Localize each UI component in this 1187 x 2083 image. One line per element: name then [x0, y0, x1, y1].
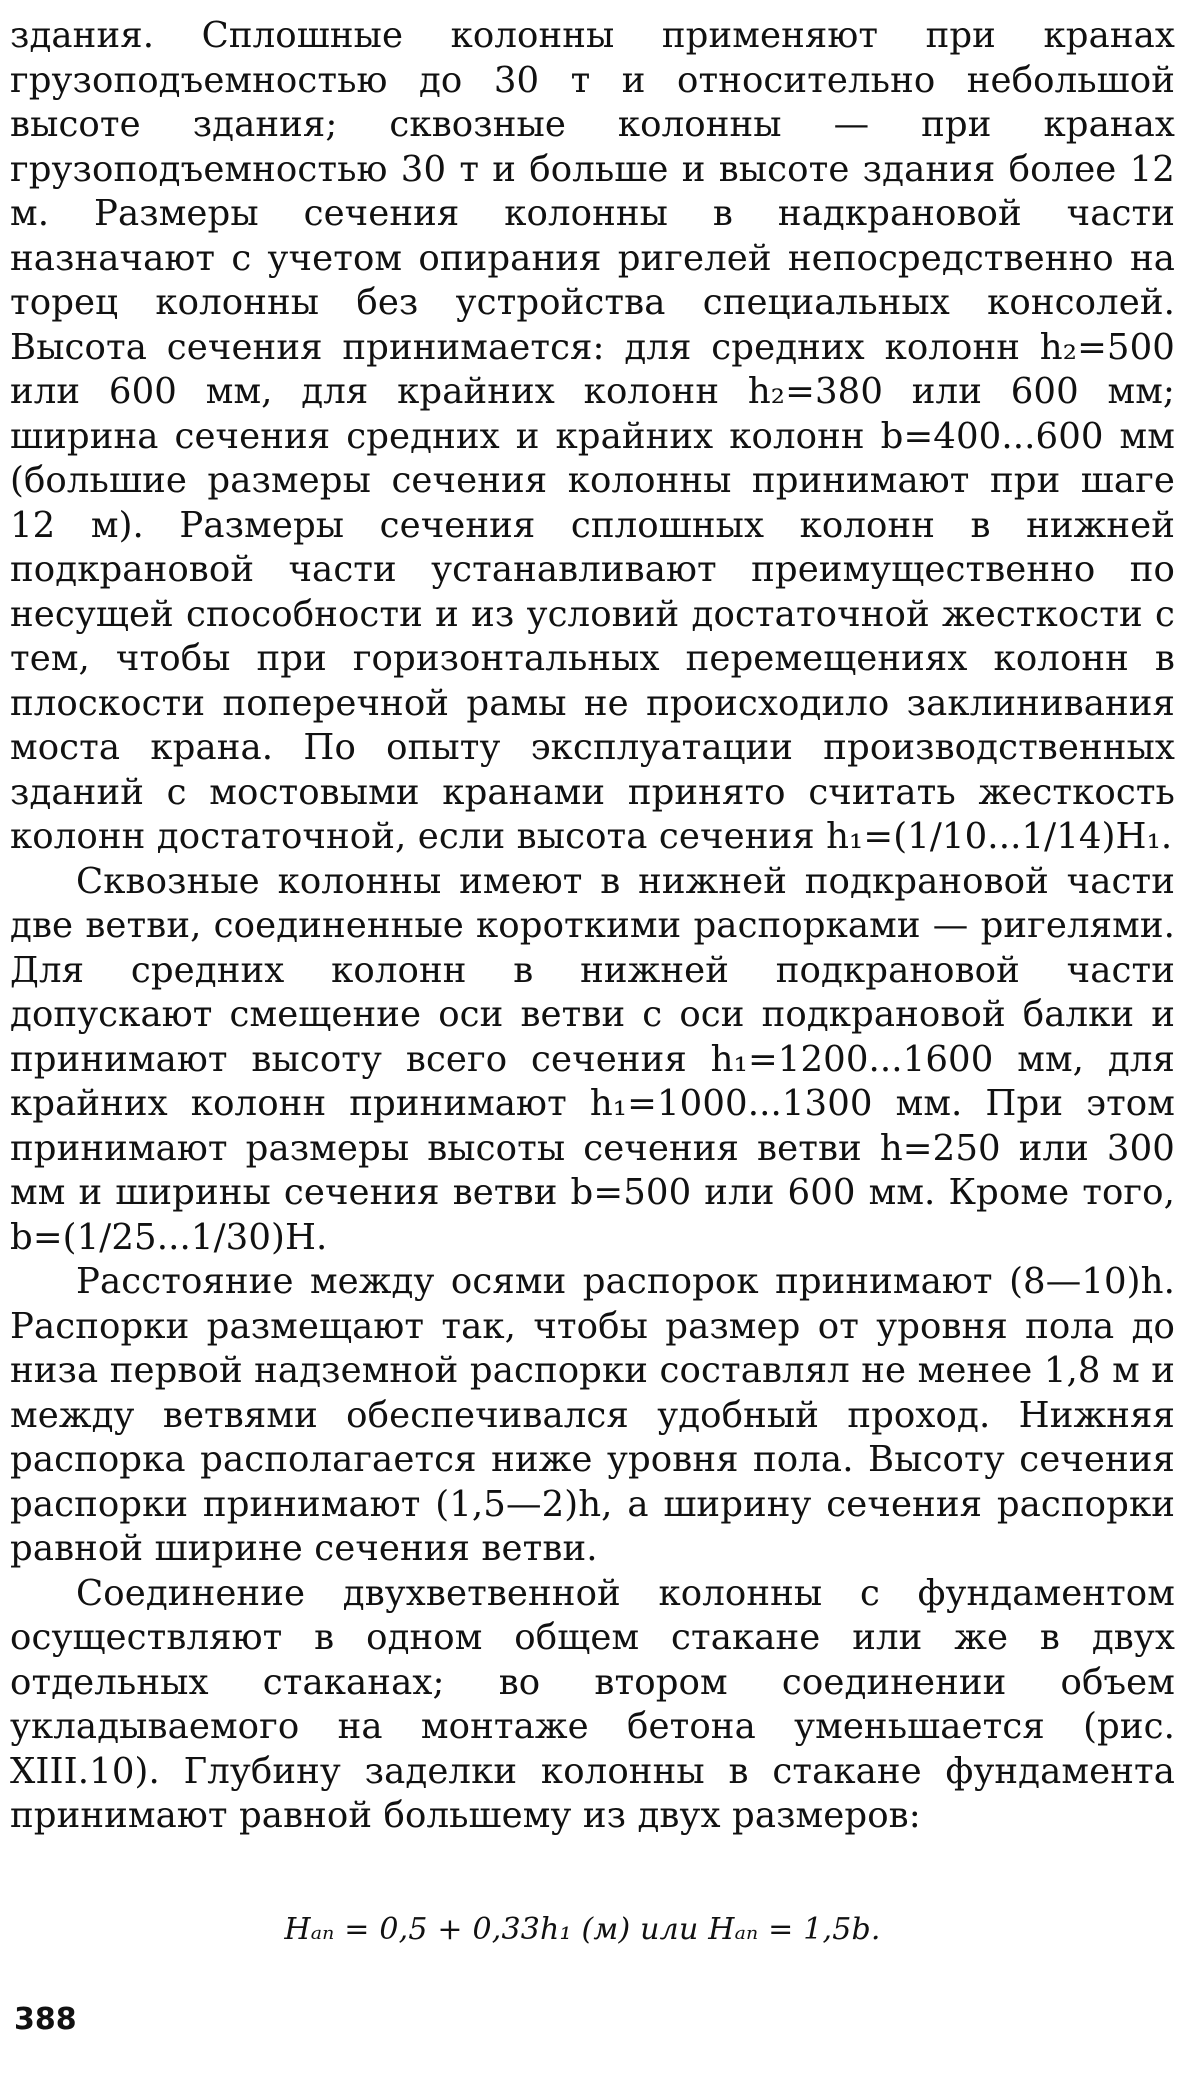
embedment-depth-formula: Hₐₙ = 0,5 + 0,33h₁ (м) или Hₐₙ = 1,5b. — [284, 1912, 881, 1947]
paragraph-foundation-connection: Соединение двухветвенной колонны с фундаментом осуществляют в одном общем стакане или же в двух отдельных стаканах; во втором соединении объем укладываемого на монтаже бетона уменьшается (рис. XIII.10). Глубину заделки колонны в стакане фундамента принимают равной большему из двух размеров: — [10, 1572, 1175, 1836]
paragraph-struts: Расстояние между осями распорок принимают (8—10)h. Распорки размещают так, чтобы размер от уровня пола до низа первой надземной распорки составлял не менее 1,8 м и между ветвями обеспечивался удобный проход. Нижняя распорка располагается ниже уровня пола. Высоту сечения распорки принимают (1,5—2)h, а ширину сечения распорки равной ширине сечения ветви. — [10, 1261, 1175, 1569]
page-number: 388 — [14, 2002, 77, 2037]
page-body — [10, 14, 1175, 1839]
paragraph-through-columns: Сквозные колонны имеют в нижней подкрановой части две ветви, соединенные короткими распорками — ригелями. Для средних колонн в нижней подкрановой части допускают смещение оси ветви с оси подкрановой балки и принимают высоту всего сечения h₁=1200...1600 мм, для крайних колонн принимают h₁=1000...1300 мм. При этом принимают размеры высоты сечения ветви h=250 или 300 мм и ширины сечения ветви b=500 или 600 мм. Кроме того, b=(1/25...1/30)H. — [10, 860, 1175, 1258]
paragraph-continuation: здания. Сплошные колонны применяют при кранах грузоподъемностью до 30 т и относительно небольшой высоте здания; сквозные колонны — при кранах грузоподъемностью 30 т и больше и высоте здания более 12 м. Размеры сечения колонны в надкрановой части назначают с учетом опирания ригелей непосредственно на торец колонны без устройства специальных консолей. Высота сечения принимается: для средних колонн h₂=500 или 600 мм, для крайних колонн h₂=380 или 600 мм; ширина сечения средних и крайних колонн b=400...600 мм (большие размеры сечения колонны принимают при шаге 12 м). Размеры сечения сплошных колонн в нижней подкрановой части устанавливают преимущественно по несущей способности и из условий достаточной жесткости с тем, чтобы при горизонтальных перемещениях колонн в плоскости поперечной рамы не происходило заклинивания моста крана. По опыту эксплуатации производственных зданий с мостовыми кранами принято считать жесткость колонн достаточной, если высота сечения h₁=(1/10...1/14)H₁. — [10, 15, 1175, 857]
